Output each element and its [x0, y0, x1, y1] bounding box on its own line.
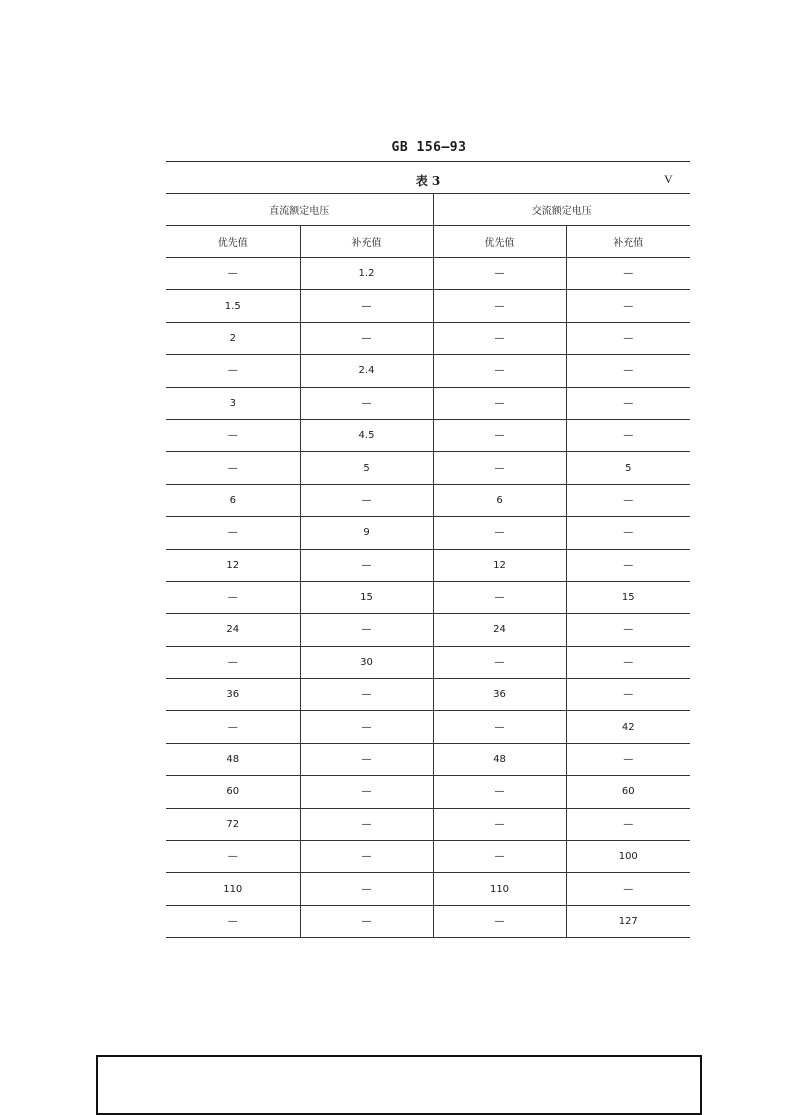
dc-rated-voltage-header: 直流额定电压 [166, 194, 433, 226]
table-cell: 9 [300, 517, 433, 549]
table-cell: — [566, 646, 690, 678]
table-cell: — [433, 841, 566, 873]
table-cell: 36 [433, 679, 566, 711]
table-cell: — [566, 679, 690, 711]
table-cell: — [300, 290, 433, 322]
table-cell: — [566, 517, 690, 549]
table-cell: 12 [433, 549, 566, 581]
table-row [166, 743, 690, 775]
table-cell: 6 [166, 484, 300, 516]
table-cell: — [566, 290, 690, 322]
table-row [166, 549, 690, 581]
table-cell: — [166, 258, 300, 290]
table-cell: — [433, 905, 566, 937]
table-row [166, 355, 690, 387]
bottom-frame [96, 1055, 702, 1115]
table-cell: — [300, 484, 433, 516]
table-row [166, 873, 690, 905]
table-cell: — [566, 808, 690, 840]
table-cell: 100 [566, 841, 690, 873]
table-cell: — [566, 419, 690, 451]
top-rule [166, 161, 690, 162]
table-cell: — [300, 614, 433, 646]
table-cell: — [566, 743, 690, 775]
table-cell: — [300, 743, 433, 775]
table-cell: — [566, 484, 690, 516]
table-row [166, 905, 690, 937]
table-cell: 3 [166, 387, 300, 419]
table-cell: — [300, 549, 433, 581]
table-cell: — [433, 517, 566, 549]
table-cell: — [433, 646, 566, 678]
table-cell: — [300, 808, 433, 840]
table-cell: — [166, 355, 300, 387]
table-cell: — [566, 258, 690, 290]
table-cell: 60 [166, 776, 300, 808]
table-row [166, 452, 690, 484]
table-cell: — [166, 905, 300, 937]
table-row [166, 290, 690, 322]
table-cell: — [166, 581, 300, 613]
table-row [166, 517, 690, 549]
table-cell: — [166, 841, 300, 873]
table-cell: 5 [566, 452, 690, 484]
table-cell: — [300, 776, 433, 808]
dc-supplementary-header: 补充值 [300, 226, 433, 258]
table-cell: — [300, 387, 433, 419]
table-cell: — [433, 322, 566, 354]
table-cell: — [300, 679, 433, 711]
table-cell: — [166, 419, 300, 451]
table-cell: — [433, 711, 566, 743]
table-cell: — [433, 808, 566, 840]
table-row [166, 711, 690, 743]
table-cell: — [566, 322, 690, 354]
table-cell: 60 [566, 776, 690, 808]
table-cell: — [166, 711, 300, 743]
table-cell: 15 [566, 581, 690, 613]
group-header-row [166, 194, 690, 226]
table-row [166, 484, 690, 516]
table-cell: — [566, 355, 690, 387]
table-cell: 110 [433, 873, 566, 905]
table-row [166, 841, 690, 873]
table-cell: — [433, 258, 566, 290]
table-cell: — [300, 711, 433, 743]
ac-preferred-header: 优先值 [433, 226, 566, 258]
table-cell: — [166, 452, 300, 484]
table-cell: 12 [166, 549, 300, 581]
ac-rated-voltage-header: 交流额定电压 [433, 194, 690, 226]
table-cell: — [300, 322, 433, 354]
ac-supplementary-header: 补充值 [566, 226, 690, 258]
table-cell: 2 [166, 322, 300, 354]
table-cell: 1.5 [166, 290, 300, 322]
table-cell: — [433, 581, 566, 613]
table-cell: 30 [300, 646, 433, 678]
sub-header-row [166, 226, 690, 258]
table-cell: — [566, 549, 690, 581]
table-cell: 24 [433, 614, 566, 646]
table-cell: 4.5 [300, 419, 433, 451]
table-cell: — [433, 452, 566, 484]
table-cell: 72 [166, 808, 300, 840]
table-cell: — [300, 873, 433, 905]
table-row [166, 808, 690, 840]
table-cell: — [566, 387, 690, 419]
table-cell: 5 [300, 452, 433, 484]
table-cell: — [300, 905, 433, 937]
table-cell: 36 [166, 679, 300, 711]
table-row [166, 419, 690, 451]
table-cell: 42 [566, 711, 690, 743]
table-cell: 48 [166, 743, 300, 775]
table-row [166, 776, 690, 808]
table-cell: 2.4 [300, 355, 433, 387]
table-cell: — [433, 776, 566, 808]
table-cell: — [166, 646, 300, 678]
table-cell: 127 [566, 905, 690, 937]
table-cell: — [300, 841, 433, 873]
table-cell: 6 [433, 484, 566, 516]
document-number: GB 156—93 [391, 140, 467, 155]
table-title: 表 3 [415, 174, 441, 188]
table-row [166, 387, 690, 419]
table-cell: — [166, 517, 300, 549]
table-row [166, 581, 690, 613]
table-cell: 110 [166, 873, 300, 905]
table-row [166, 646, 690, 678]
table-cell: — [566, 873, 690, 905]
table-cell: — [433, 387, 566, 419]
table-row [166, 322, 690, 354]
voltage-table [166, 193, 690, 938]
table-cell: — [433, 355, 566, 387]
table-cell: 1.2 [300, 258, 433, 290]
unit-label: V [664, 172, 673, 186]
table-cell: — [433, 419, 566, 451]
table-cell: — [433, 290, 566, 322]
table-cell: 24 [166, 614, 300, 646]
table-row [166, 679, 690, 711]
table-cell: 15 [300, 581, 433, 613]
dc-preferred-header: 优先值 [166, 226, 300, 258]
table-cell: — [566, 614, 690, 646]
table-row [166, 614, 690, 646]
table-row [166, 258, 690, 290]
table-cell: 48 [433, 743, 566, 775]
